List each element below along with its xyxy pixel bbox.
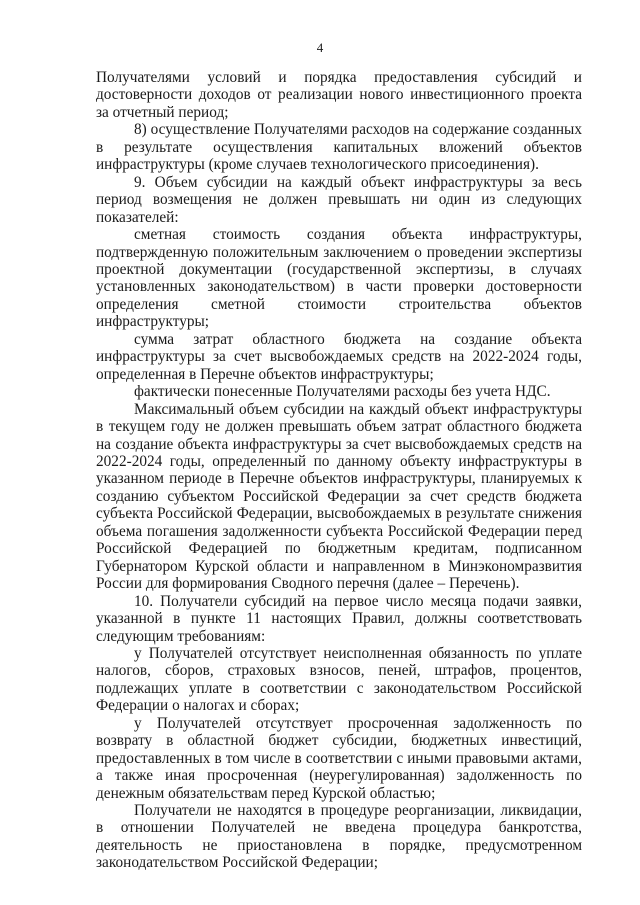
document-body: [96, 69, 582, 872]
paragraph-requirement-reorganization: Получатели не находятся в процедуре реорганизации, ликвидации, в отношении Получателей не введена процедура банкротства, деятельность не приостановлена в порядке, предусмотренном законодательством Российской Федерации;: [96, 802, 582, 872]
paragraph-indicator-actual: фактически понесенные Получателями расходы без учета НДС.: [134, 383, 551, 401]
paragraph-maximum-volume: Максимальный объем субсидии на каждый объект инфраструктуры в текущем году не должен превышать объем затрат областного бюджета на создание объекта инфраструктуры за счет высвобождаемых средств на 2022-2024 годы, определенный по данному объекту инфраструктуры в указанном периоде в Перечне объектов инфраструктуры, планируемых к созданию субъектом Российской Федерации за счет средств бюджета субъекта Российской Федерации, высвобождаемых в результате снижения объема погашения задолженности субъекта Российской Федерации перед Российской Федерацией по бюджетным кредитам, подписанном Губернатором Курской области и направленном в Минэкономразвития России для формирования Сводного перечня (далее – Перечень).: [96, 400, 582, 593]
paragraph-item-8: 8) осуществление Получателями расходов на содержание созданных в результате осуществления капитальных вложений объектов инфраструктуры (кроме случаев технологического присоединения).: [96, 121, 582, 174]
paragraph-indicator-estimate: сметная стоимость создания объекта инфраструктуры, подтвержденную положительным заключением о проведении экспертизы проектной документации (государственной экспертизы, в случаях установленных законодательством) в части проверки достоверности определения сметной стоимости строительства объектов инфраструктуры;: [96, 226, 582, 331]
paragraph-continuation: Получателями условий и порядка предоставления субсидий и достоверности доходов от реализации нового инвестиционного проекта за отчетный период;: [96, 69, 582, 121]
paragraph-requirement-debt: у Получателей отсутствует просроченная задолженность по возврату в областной бюджет субсидии, бюджетных инвестиций, предоставленных в том числе в соответствии с иными правовыми актами, а также иная просроченная (неурегулированная) задолженность по денежным обязательствам перед Курской областью;: [96, 714, 582, 802]
paragraph-indicator-budget: сумма затрат областного бюджета на создание объекта инфраструктуры за счет высвобождаемых средств на 2022-2024 годы, определенная в Перечне объектов инфраструктуры;: [96, 330, 582, 383]
paragraph-requirement-taxes: у Получателей отсутствует неисполненная обязанность по уплате налогов, сборов, страховых взносов, пеней, штрафов, процентов, подлежащих уплате в соответствии с законодательством Российской Федерации о налогах и сборах;: [96, 644, 582, 715]
paragraph-clause-10: 10. Получатели субсидий на первое число месяца подачи заявки, указанной в пункте 11 настоящих Правил, должны соответствовать следующим требованиям:: [96, 592, 582, 645]
paragraph-clause-9: 9. Объем субсидии на каждый объект инфраструктуры за весь период возмещения не должен превышать ни один из следующих показателей:: [96, 173, 582, 226]
page-number: 4: [316, 40, 324, 55]
